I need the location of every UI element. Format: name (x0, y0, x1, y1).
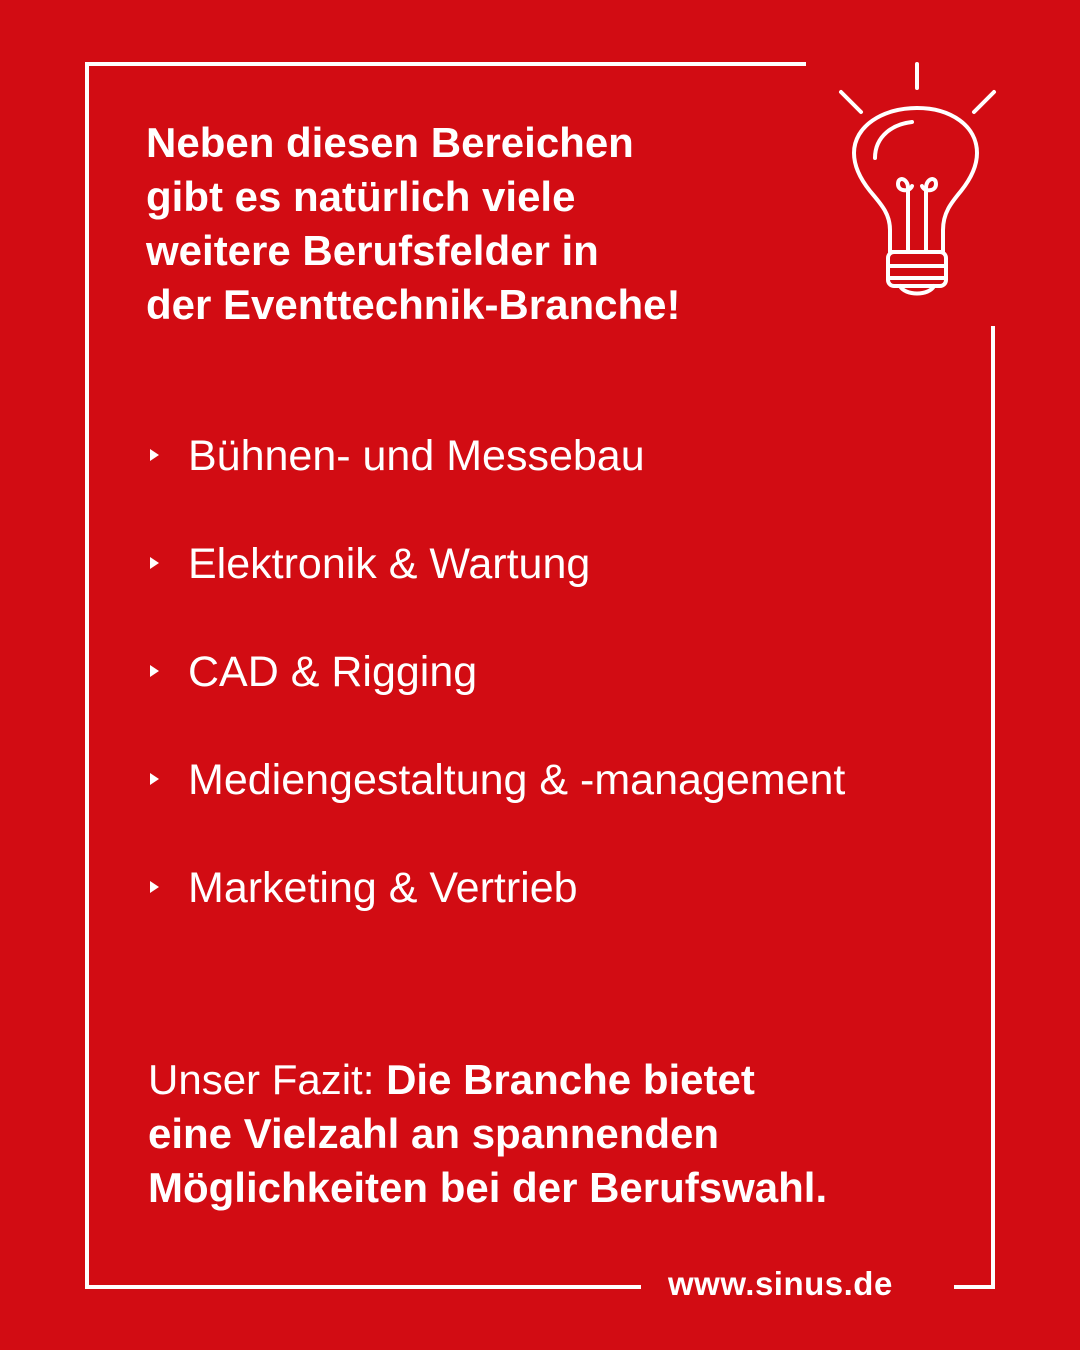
triangle-bullet-icon (150, 773, 159, 785)
conclusion-line-3: Möglichkeiten bei der Berufswahl. (148, 1164, 828, 1211)
website-link[interactable]: www.sinus.de (668, 1265, 893, 1302)
list-item (146, 857, 845, 965)
list-item-label: Bühnen- und Messebau (188, 432, 645, 480)
frame-bottom-left-line (85, 1285, 641, 1289)
headline-line-4: der Eventtechnik-Branche! (146, 281, 681, 328)
conclusion-line-2: eine Vielzahl an spannenden (148, 1110, 720, 1157)
headline-line-1: Neben diesen Bereichen (146, 119, 634, 166)
conclusion-line-1 (148, 1053, 908, 1107)
conclusion-highlight: Die Branche bietet (386, 1056, 755, 1103)
list-item (146, 641, 845, 749)
lightbulb-icon (830, 58, 1005, 303)
list-item-label: Marketing & Vertrieb (188, 864, 578, 912)
list-item-label: Mediengestaltung & -management (188, 756, 846, 804)
triangle-bullet-icon (150, 665, 159, 677)
conclusion-prefix: Unser Fazit: (148, 1056, 387, 1103)
list-item (146, 533, 845, 641)
headline-line-3: weitere Berufsfelder in (146, 227, 599, 274)
career-field-list (146, 425, 845, 965)
triangle-bullet-icon (150, 449, 159, 461)
list-item-label: Elektronik & Wartung (188, 540, 591, 588)
frame-top-line (85, 62, 806, 66)
list-item (146, 425, 845, 533)
headline (146, 116, 826, 332)
frame-right-line (991, 326, 995, 1289)
headline-line-2: gibt es natürlich viele (146, 173, 576, 220)
frame-bottom-right-line (954, 1285, 995, 1289)
list-item-label: CAD & Rigging (188, 648, 478, 696)
triangle-bullet-icon (150, 881, 159, 893)
conclusion (148, 1053, 908, 1215)
list-item (146, 749, 845, 857)
triangle-bullet-icon (150, 557, 159, 569)
frame-left-line (85, 62, 89, 1289)
